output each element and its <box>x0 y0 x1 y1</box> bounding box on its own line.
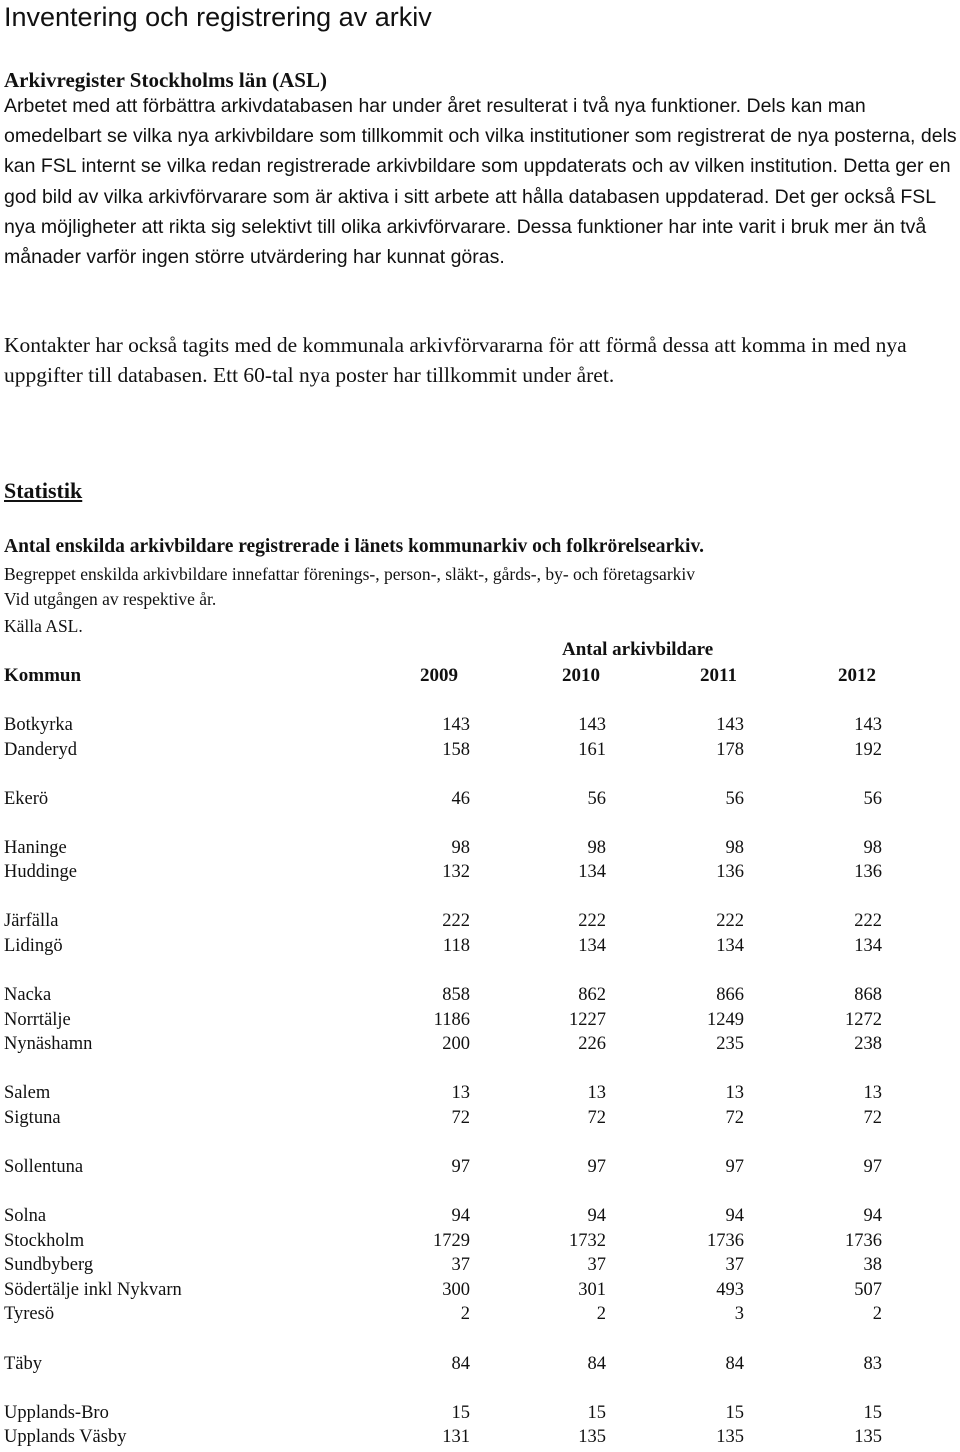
table-cell-2012: 192 <box>854 740 882 760</box>
table-cell-2011: 3 <box>734 1304 744 1324</box>
table-cell-2011: 15 <box>725 1403 744 1423</box>
table-cell-2010: 301 <box>578 1280 606 1300</box>
table-cell-kommun: Salem <box>4 1083 51 1103</box>
table-cell-2010: 94 <box>587 1206 606 1226</box>
table-cell-2010: 1732 <box>569 1231 606 1251</box>
table-cell-2010: 13 <box>587 1083 606 1103</box>
table-cell-2009: 132 <box>442 862 470 882</box>
table-cell-2011: 37 <box>725 1255 744 1275</box>
table-cell-2011: 143 <box>716 715 744 735</box>
table-cell-2009: 858 <box>442 985 470 1005</box>
table-cell-kommun: Upplands-Bro <box>4 1403 109 1423</box>
table-cell-2012: 94 <box>863 1206 882 1226</box>
table-cell-2011: 56 <box>725 789 744 809</box>
section-heading: Arkivregister Stockholms län (ASL) <box>4 68 327 92</box>
table-cell-2009: 72 <box>451 1108 470 1128</box>
table-cell-kommun: Lidingö <box>4 936 63 956</box>
table-cell-kommun: Solna <box>4 1206 47 1226</box>
table-cell-2010: 134 <box>578 862 606 882</box>
table-cell-2011: 84 <box>725 1354 744 1374</box>
table-cell-2011: 235 <box>716 1034 744 1054</box>
table-cell-2012: 134 <box>854 936 882 956</box>
table-cell-2010: 161 <box>578 740 606 760</box>
table-cell-2009: 94 <box>451 1206 470 1226</box>
table-cell-2012: 1272 <box>845 1010 882 1030</box>
table-cell-2011: 1249 <box>707 1010 744 1030</box>
table-cell-kommun: Sundbyberg <box>4 1255 94 1275</box>
table-cell-2012: 97 <box>863 1157 882 1177</box>
table-cell-2011: 135 <box>716 1427 744 1447</box>
body-paragraph-2: Kontakter har också tagits med de kommunala arkivförvararna för att förmå dessa att komma in med nya uppgifter till databasen. Ett 60-tal nya poster har tillkommit under året. <box>4 333 907 387</box>
table-cell-kommun: Stockholm <box>4 1231 85 1251</box>
table-cell-kommun: Ekerö <box>4 789 49 809</box>
table-cell-2012: 238 <box>854 1034 882 1054</box>
table-cell-2009: 1186 <box>433 1010 470 1030</box>
table-cell-2010: 97 <box>587 1157 606 1177</box>
table-cell-2012: 1736 <box>845 1231 882 1251</box>
table-note-source: Källa ASL. <box>4 616 83 636</box>
column-header-2012: 2012 <box>838 665 876 686</box>
table-cell-2011: 13 <box>725 1083 744 1103</box>
table-cell-2009: 13 <box>451 1083 470 1103</box>
table-cell-2010: 98 <box>587 838 606 858</box>
table-cell-kommun: Södertälje inkl Nykvarn <box>4 1280 182 1300</box>
table-cell-2012: 72 <box>863 1108 882 1128</box>
table-cell-2009: 84 <box>451 1354 470 1374</box>
table-cell-2011: 72 <box>725 1108 744 1128</box>
table-cell-2011: 493 <box>716 1280 744 1300</box>
table-cell-2011: 134 <box>716 936 744 956</box>
table-title: Antal enskilda arkivbildare registrerade i länets kommunarkiv och folkrörelsearkiv. <box>4 536 705 557</box>
table-cell-2010: 84 <box>587 1354 606 1374</box>
table-cell-2009: 98 <box>451 838 470 858</box>
table-cell-2012: 222 <box>854 911 882 931</box>
column-header-2010: 2010 <box>562 665 600 686</box>
table-cell-2010: 862 <box>578 985 606 1005</box>
table-cell-2009: 300 <box>442 1280 470 1300</box>
table-cell-kommun: Norrtälje <box>4 1010 71 1030</box>
table-cell-kommun: Täby <box>4 1354 43 1374</box>
table-cell-2009: 158 <box>442 740 470 760</box>
table-cell-kommun: Sollentuna <box>4 1157 84 1177</box>
table-cell-2010: 134 <box>578 936 606 956</box>
table-note-period: Vid utgången av respektive år. <box>4 589 217 609</box>
table-cell-kommun: Botkyrka <box>4 715 73 735</box>
table-cell-2010: 15 <box>587 1403 606 1423</box>
table-cell-2010: 226 <box>578 1034 606 1054</box>
table-cell-2010: 143 <box>578 715 606 735</box>
table-cell-2011: 222 <box>716 911 744 931</box>
table-cell-2011: 97 <box>725 1157 744 1177</box>
table-cell-2010: 222 <box>578 911 606 931</box>
table-cell-2012: 98 <box>863 838 882 858</box>
table-cell-kommun: Haninge <box>4 838 67 858</box>
table-cell-2009: 15 <box>451 1403 470 1423</box>
table-cell-2011: 136 <box>716 862 744 882</box>
table-cell-2010: 1227 <box>569 1010 606 1030</box>
column-header-2011: 2011 <box>700 665 737 686</box>
table-cell-2009: 46 <box>451 789 470 809</box>
table-cell-2012: 143 <box>854 715 882 735</box>
table-cell-2012: 136 <box>854 862 882 882</box>
table-cell-2009: 37 <box>451 1255 470 1275</box>
table-cell-kommun: Nynäshamn <box>4 1034 93 1054</box>
table-note-definition: Begreppet enskilda arkivbildare innefattar förenings-, person-, släkt-, gårds-, by- och företagsarkiv <box>4 564 696 584</box>
table-cell-2009: 200 <box>442 1034 470 1054</box>
statistics-heading: Statistik <box>4 478 83 503</box>
table-cell-2012: 83 <box>863 1354 882 1374</box>
table-cell-kommun: Järfälla <box>4 911 59 931</box>
table-cell-2011: 866 <box>716 985 744 1005</box>
table-cell-2011: 178 <box>716 740 744 760</box>
table-cell-2012: 507 <box>854 1280 882 1300</box>
table-group-header: Antal arkivbildare <box>562 639 714 660</box>
table-cell-2010: 2 <box>596 1304 606 1324</box>
table-cell-2010: 135 <box>578 1427 606 1447</box>
table-cell-2011: 1736 <box>707 1231 744 1251</box>
table-cell-2012: 135 <box>854 1427 882 1447</box>
table-cell-2009: 97 <box>451 1157 470 1177</box>
column-header-2009: 2009 <box>420 665 458 686</box>
table-cell-2010: 37 <box>587 1255 606 1275</box>
table-cell-kommun: Nacka <box>4 985 52 1005</box>
table-cell-2010: 56 <box>587 789 606 809</box>
table-cell-2009: 1729 <box>433 1231 470 1251</box>
table-cell-2012: 2 <box>872 1304 882 1324</box>
table-cell-2009: 143 <box>442 715 470 735</box>
page-title: Inventering och registrering av arkiv <box>4 2 432 32</box>
table-cell-2009: 2 <box>460 1304 470 1324</box>
table-cell-kommun: Upplands Väsby <box>4 1427 127 1447</box>
table-cell-2012: 15 <box>863 1403 882 1423</box>
table-cell-2009: 118 <box>442 936 470 956</box>
body-paragraph-1: Arbetet med att förbättra arkivdatabasen har under året resulterat i två nya funktioner. Dels kan man omedelbart se vilka nya arkivbildare som tillkommit och vilka institutioner som registrerat de nya posterna, dels kan FSL internt se vilka redan registrerade arkivbildare som uppdaterats och av vilken institution. Detta ger en god bild av vilka arkivförvarare som är aktiva i sitt arbete att hålla databasen uppdaterad. Det ger också FSL nya möjligheter att rikta sig selektivt till olika arkivförvarare. Dessa funktioner har inte varit i bruk mer än två månader varför ingen större utvärdering har kunnat göras. <box>4 95 957 269</box>
table-cell-kommun: Tyresö <box>4 1304 55 1324</box>
table-cell-2009: 131 <box>442 1427 470 1447</box>
table-cell-2012: 868 <box>854 985 882 1005</box>
table-cell-2009: 222 <box>442 911 470 931</box>
table-cell-kommun: Danderyd <box>4 740 77 760</box>
table-cell-2012: 56 <box>863 789 882 809</box>
column-header-kommun: Kommun <box>4 665 82 686</box>
table-cell-2010: 72 <box>587 1108 606 1128</box>
table-cell-kommun: Huddinge <box>4 862 77 882</box>
table-cell-2011: 94 <box>725 1206 744 1226</box>
table-cell-2012: 13 <box>863 1083 882 1103</box>
table-cell-2012: 38 <box>863 1255 882 1275</box>
table-cell-2011: 98 <box>725 838 744 858</box>
table-cell-kommun: Sigtuna <box>4 1108 61 1128</box>
